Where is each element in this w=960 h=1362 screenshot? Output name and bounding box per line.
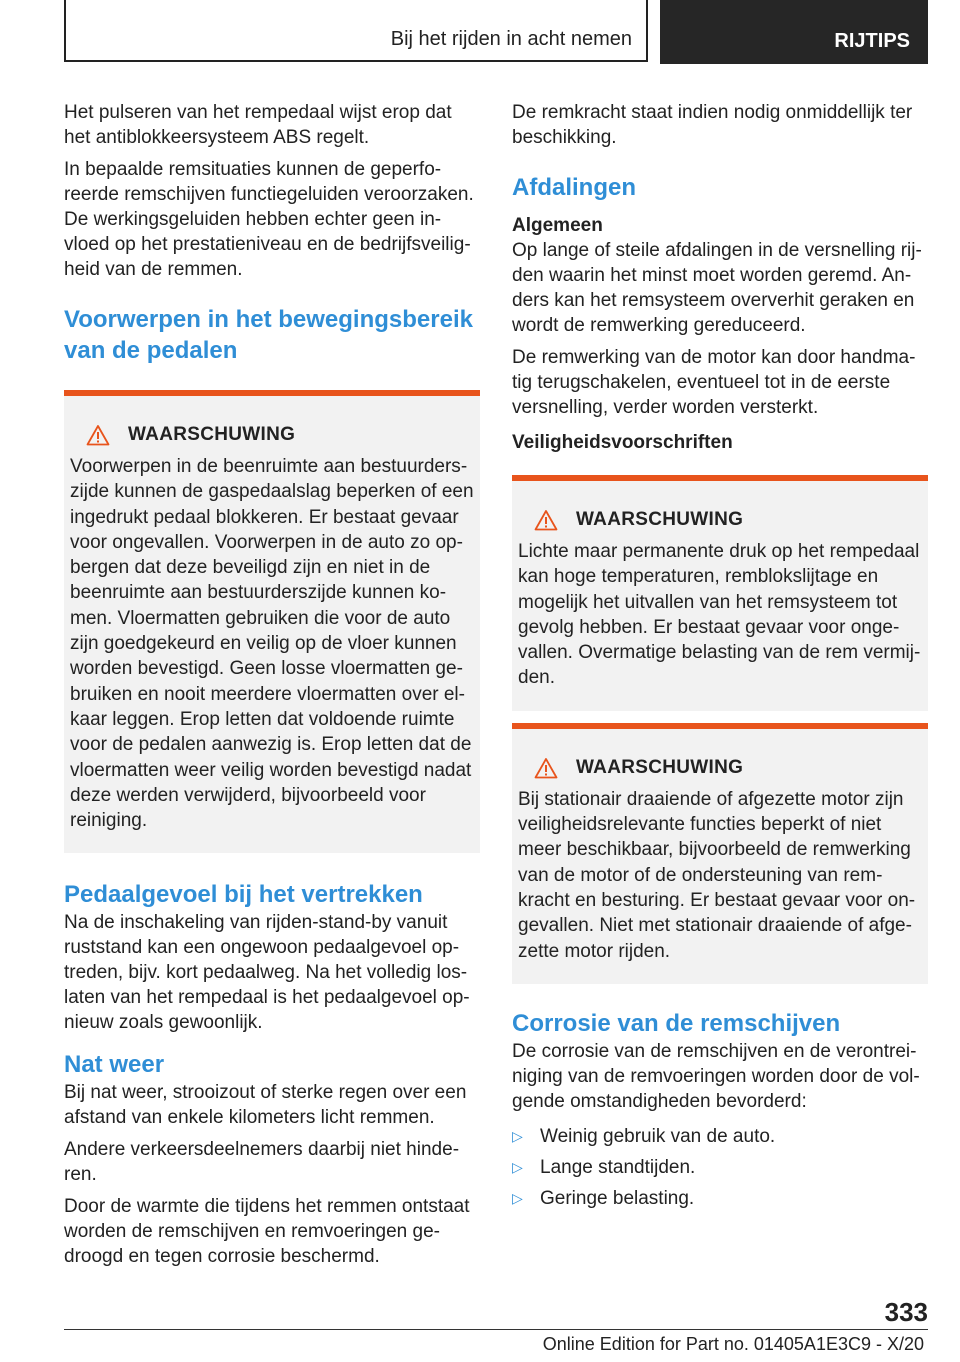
section-heading-corrosion: Corrosie van de remschijven bbox=[512, 1009, 841, 1037]
warning-triangle-icon bbox=[86, 424, 110, 446]
subheading-general: Algemeen bbox=[512, 215, 603, 236]
triangle-bullet-icon: ▷ bbox=[512, 1189, 523, 1206]
left-column bbox=[64, 100, 480, 1276]
paragraph: Na de inschakeling van rijden-stand-by vanuit ruststand kan een ongewoon pedaalgevoel optreden, bijv. kort pedaalweg. Na het volledig loslaten van het rempedaal is het pedaalgevoel opnieuw zoals gewoonlijk. bbox=[64, 912, 470, 1034]
list-item bbox=[512, 1183, 928, 1214]
warning-triangle-icon bbox=[534, 509, 558, 531]
triangle-bullet-icon: ▷ bbox=[512, 1127, 523, 1144]
paragraph: Andere verkeersdeelnemers daarbij niet hinderen. bbox=[64, 1139, 460, 1186]
page-number: 333 bbox=[884, 1297, 928, 1327]
section-heading-descents: Afdalingen bbox=[512, 174, 636, 201]
header-title: Bij het rijden in acht nemen bbox=[390, 28, 632, 50]
section-heading-objects: Voorwerpen in het bewegingsbereik van de pedalen bbox=[64, 306, 473, 364]
header-title-box bbox=[64, 0, 648, 62]
footer-divider bbox=[64, 1329, 928, 1330]
paragraph: Door de warmte die tijdens het remmen ontstaat worden de remschijven en remvoeringen gedroogd en tegen corrosie beschermd. bbox=[64, 1196, 470, 1268]
section-heading-pedal: Pedaalgevoel bij het vertrekken bbox=[64, 881, 423, 909]
warning-label: WAARSCHUWING bbox=[576, 509, 744, 530]
triangle-bullet-icon: ▷ bbox=[512, 1158, 523, 1175]
paragraph: Het pulseren van het rempedaal wijst erop dat het antiblokkeersysteem ABS regelt. bbox=[64, 102, 452, 148]
right-column bbox=[512, 100, 928, 1214]
warning-label: WAARSCHUWING bbox=[576, 756, 744, 778]
list-item-text: Lange standtijden. bbox=[540, 1156, 696, 1178]
section-heading-wet: Nat weer bbox=[64, 1051, 165, 1079]
header-section-tab bbox=[660, 0, 928, 64]
list-item bbox=[512, 1152, 928, 1183]
bullet-list bbox=[512, 1121, 928, 1214]
list-item bbox=[512, 1121, 928, 1152]
subheading-safety: Veiligheidsvoorschriften bbox=[512, 432, 733, 453]
paragraph: De corrosie van de remschijven en de verontreiniging van de remvoeringen worden door de volgende omstandigheden bevorderd: bbox=[512, 1040, 920, 1112]
paragraph: De remkracht staat indien nodig onmiddellijk ter beschikking. bbox=[512, 102, 913, 148]
paragraph: De remwerking van de motor kan door handmatig terugschakelen, eventueel tot in de eerste versnelling, verder worden versterkt. bbox=[512, 347, 916, 418]
paragraph: Op lange of steile afdalingen in de versnelling rijden waarin het minst moet worden geremd. Anders kan het remsysteem oververhit geraken en wordt de remwerking gereduceerd. bbox=[512, 240, 922, 336]
footer-edition: Online Edition for Part no. 01405A1E3C9 - X/20 bbox=[542, 1334, 924, 1354]
list-item-text: Geringe belasting. bbox=[540, 1187, 695, 1209]
warning-box bbox=[512, 475, 928, 711]
warning-box bbox=[64, 390, 480, 853]
paragraph: Bij nat weer, strooizout of sterke regen over een afstand van enkele kilometers licht remmen. bbox=[64, 1082, 467, 1129]
warning-box bbox=[512, 723, 928, 984]
warning-text: Voorwerpen in de beenruimte aan bestuurderszijde kunnen de gaspedaalslag beperken of een ingedrukt pedaal blokkeren. Er bestaat gevaar voor ongevallen. Voorwerpen in de auto zo opbergen dat deze beveiligd zijn en niet in de beenruimte aan bestuurderszijde kunnen komen. Vloermatten gebruiken die voor de auto zijn goedgekeurd en veilig op de vloer kunnen worden bevestigd. Geen losse vloermatten gebruiken en nooit meerdere vloermatten over elkaar leggen. Erop letten dat voldoende ruimte voor de pedalen aanwezig is. Erop letten dat de vloermatten weer veilig worden bevestigd nadat deze werden verwijderd, bijvoorbeeld voor reiniging. bbox=[70, 456, 474, 832]
page-header bbox=[64, 0, 928, 66]
warning-label: WAARSCHUWING bbox=[128, 424, 296, 445]
warning-text: Bij stationair draaiende of afgezette motor zijn veiligheidsrelevante functies beperkt of niet meer beschikbaar, bijvoorbeeld de remwerking van de motor of de ondersteuning van remkracht en besturing. Er bestaat gevaar voor ongevallen. Niet met stationair draaiende of afgezette motor rijden. bbox=[518, 788, 916, 962]
warning-header bbox=[534, 507, 922, 533]
warning-triangle-icon bbox=[534, 757, 558, 779]
header-section-label: RIJTIPS bbox=[834, 30, 910, 52]
warning-header bbox=[534, 755, 922, 781]
list-item-text: Weinig gebruik van de auto. bbox=[540, 1125, 776, 1147]
warning-text: Lichte maar permanente druk op het rempedaal kan hoge temperaturen, remblokslijtage en mogelijk het uitvallen van het remsysteem tot gevolg hebben. Er bestaat gevaar voor ongevallen. Overmatige belasting van de rem vermijden. bbox=[518, 541, 921, 689]
warning-header bbox=[86, 422, 474, 448]
paragraph: In bepaalde remsituaties kunnen de geperforeerde remschijven functiegeluiden veroorzaken. De werkingsgeluiden hebben echter geen invloed op het prestatieniveau en de bedrijfsveiligheid van de remmen. bbox=[64, 159, 474, 280]
